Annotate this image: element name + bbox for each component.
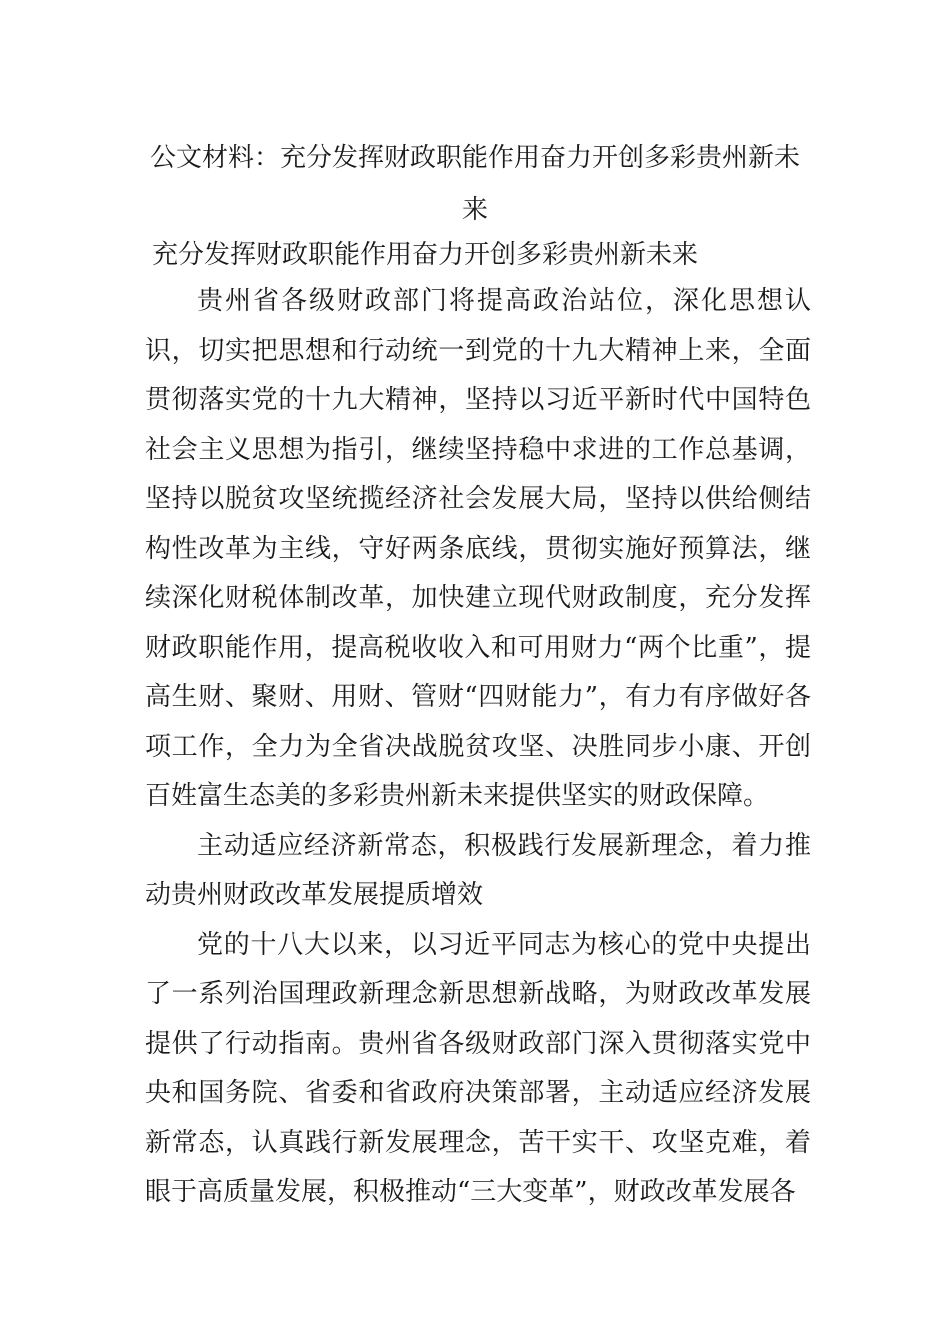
document-subtitle: 充分发挥财政职能作用奋力开创多彩贵州新未来 [152,240,699,270]
document-body [145,277,811,1218]
body-paragraph-2: 党的十八大以来，以习近平同志为核心的党中央提出了一系列治国理政新理念新思想新战略，为财政改革发展提供了行动指南。贵州省各级财政部门深入贯彻落实党中央和国务院、省委和省政府决策部署，主动适应经济发展新常态，认真践行新发展理念，苦干实干、攻坚克难，着眼于高质量发展，积极推动“三大变革”，财政改革发展各 [145,929,811,1207]
section-heading: 主动适应经济新常态，积极践行发展新理念，着力推动贵州财政改革发展提质增效 [145,830,811,910]
document-title: 公文材料：充分发挥财政职能作用奋力开创多彩贵州新未来 [149,143,800,225]
body-paragraph-1: 贵州省各级财政部门将提高政治站位，深化思想认识，切实把思想和行动统一到党的十九大精神上来，全面贯彻落实党的十九大精神，坚持以习近平新时代中国特色社会主义思想为指引，继续坚持稳中求进的工作总基调，坚持以脱贫攻坚统揽经济社会发展大局，坚持以供给侧结构性改革为主线，守好两条底线，贯彻实施好预算法，继续深化财税体制改革，加快建立现代财政制度，充分发挥财政职能作用，提高税收收入和可用财力“两个比重”，提高生财、聚财、用财、管财“四财能力”，有力有序做好各项工作，全力为全省决战脱贫攻坚、决胜同步小康、开创百姓富生态美的多彩贵州新未来提供坚实的财政保障。 [145,286,811,811]
